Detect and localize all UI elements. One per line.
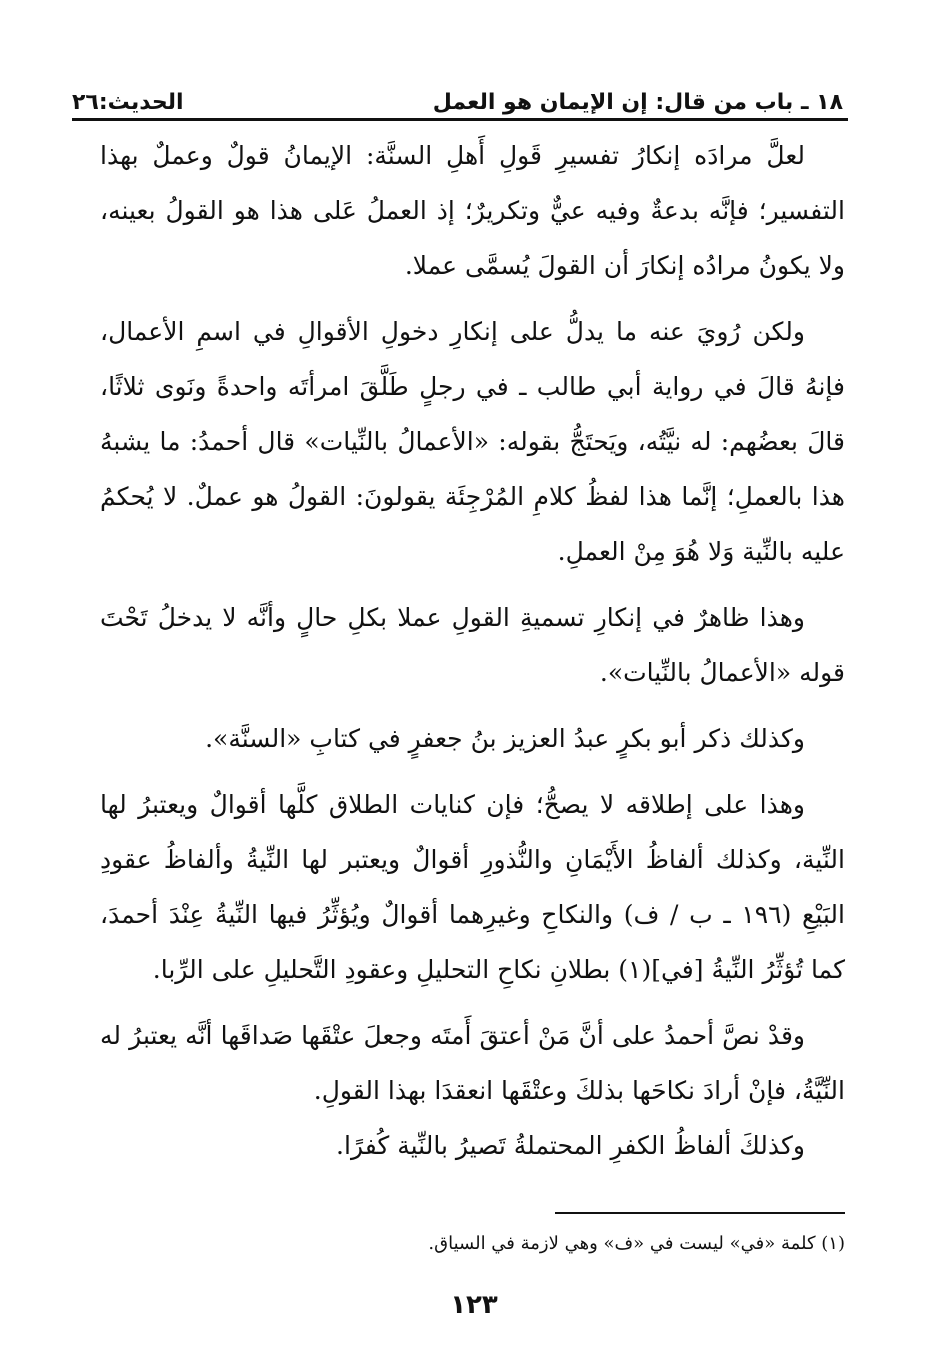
page-number: ١٢٣ — [450, 1290, 498, 1320]
paragraph: وقدْ نصَّ أحمدُ على أنَّ مَنْ أعتقَ أَمتَه وجعلَ عتْقَها صَداقَها أنَّه يعتبرُ له النِّيَّةُ، فإنْ أرادَ نكاحَها بذلكَ وعتْقَها انعقدَا بهذا القولِ. — [100, 1021, 845, 1105]
paragraph: وهذا على إطلاقه لا يصحُّ؛ فإن كنايات الطلاق كلَّها أقوالٌ ويعتبرُ لها النِّية، وكذلك ألفاظُ الأَيْمَانِ والنُّذورِ أقوالٌ ويعتبر لها النِّيةُ وألفاظُ عقودِ البَيْعِ (١٩٦ ـ ب / ف) والنكاحِ وغيرِهما أقوالٌ ويُؤثِّرُ فيها النِّيةُ عِنْدَ أحمدَ، كما تُؤثِّرُ النِّيةُ [في](١) بطلانِ نكاحِ التحليلِ وعقودِ التَّحليلِ على الرِّبا. — [100, 790, 845, 984]
paragraph: ولكن رُويَ عنه ما يدلُّ على إنكارِ دخولِ الأقوالِ في اسمِ الأعمال، فإنهُ قالَ في رواية أبي طالب ـ في رجلٍ طَلَّقَ امرأتَه واحدةً ونَوى ثلاثًا، قالَ بعضُهم: له نيَّتُه، ويَحتَجُّ بقوله: «الأعمالُ بالنِّيات» قال أحمدُ: ما يشبهُ هذا بالعملِ؛ إنَّما هذا لفظُ كلامِ المُرْجِئَة يقولونَ: القولُ هو عملٌ. لا يُحكمُ عليه بالنِّية وَلا هُوَ مِنْ العملِ. — [100, 317, 845, 566]
running-header — [72, 82, 843, 118]
paragraph: وكذلكَ ألفاظُ الكفرِ المحتملةُ تَصيرُ بالنِّية كُفرًا. — [336, 1131, 805, 1160]
paragraph: وكذلك ذكر أبو بكرٍ عبدُ العزيز بنُ جعفرٍ في كتابِ «السنَّة». — [205, 724, 805, 753]
chapter-title: ١٨ ـ باب من قال: إن الإيمان هو العمل — [432, 90, 843, 115]
paragraph: وهذا ظاهرٌ في إنكارِ تسميةِ القولِ عملا بكلِ حالٍ وأنَّه لا يدخلُ تَحْتَ قوله «الأعمالُ بالنِّيات». — [100, 603, 845, 687]
paragraph: لعلَّ مرادَه إنكارُ تفسيرِ قَولِ أَهلِ السنَّة: الإيمانُ قولٌ وعملٌ بهذا التفسير؛ فإنَّه بدعةٌ وفيه عيٌّ وتكريرٌ؛ إذ العملُ عَلى هذا هو القولُ بعينه، ولا يكونُ مرادُه إنكارَ أن القولَ يُسمَّى عملا. — [100, 141, 845, 280]
footnote-rule — [555, 1212, 845, 1214]
main-text — [100, 128, 845, 1173]
footnote: (١) كلمة «في» ليست في «ف» وهي لازمة في السياق. — [428, 1233, 845, 1254]
header-rule — [72, 118, 848, 121]
hadith-label: الحديث:٢٦ — [72, 90, 184, 115]
